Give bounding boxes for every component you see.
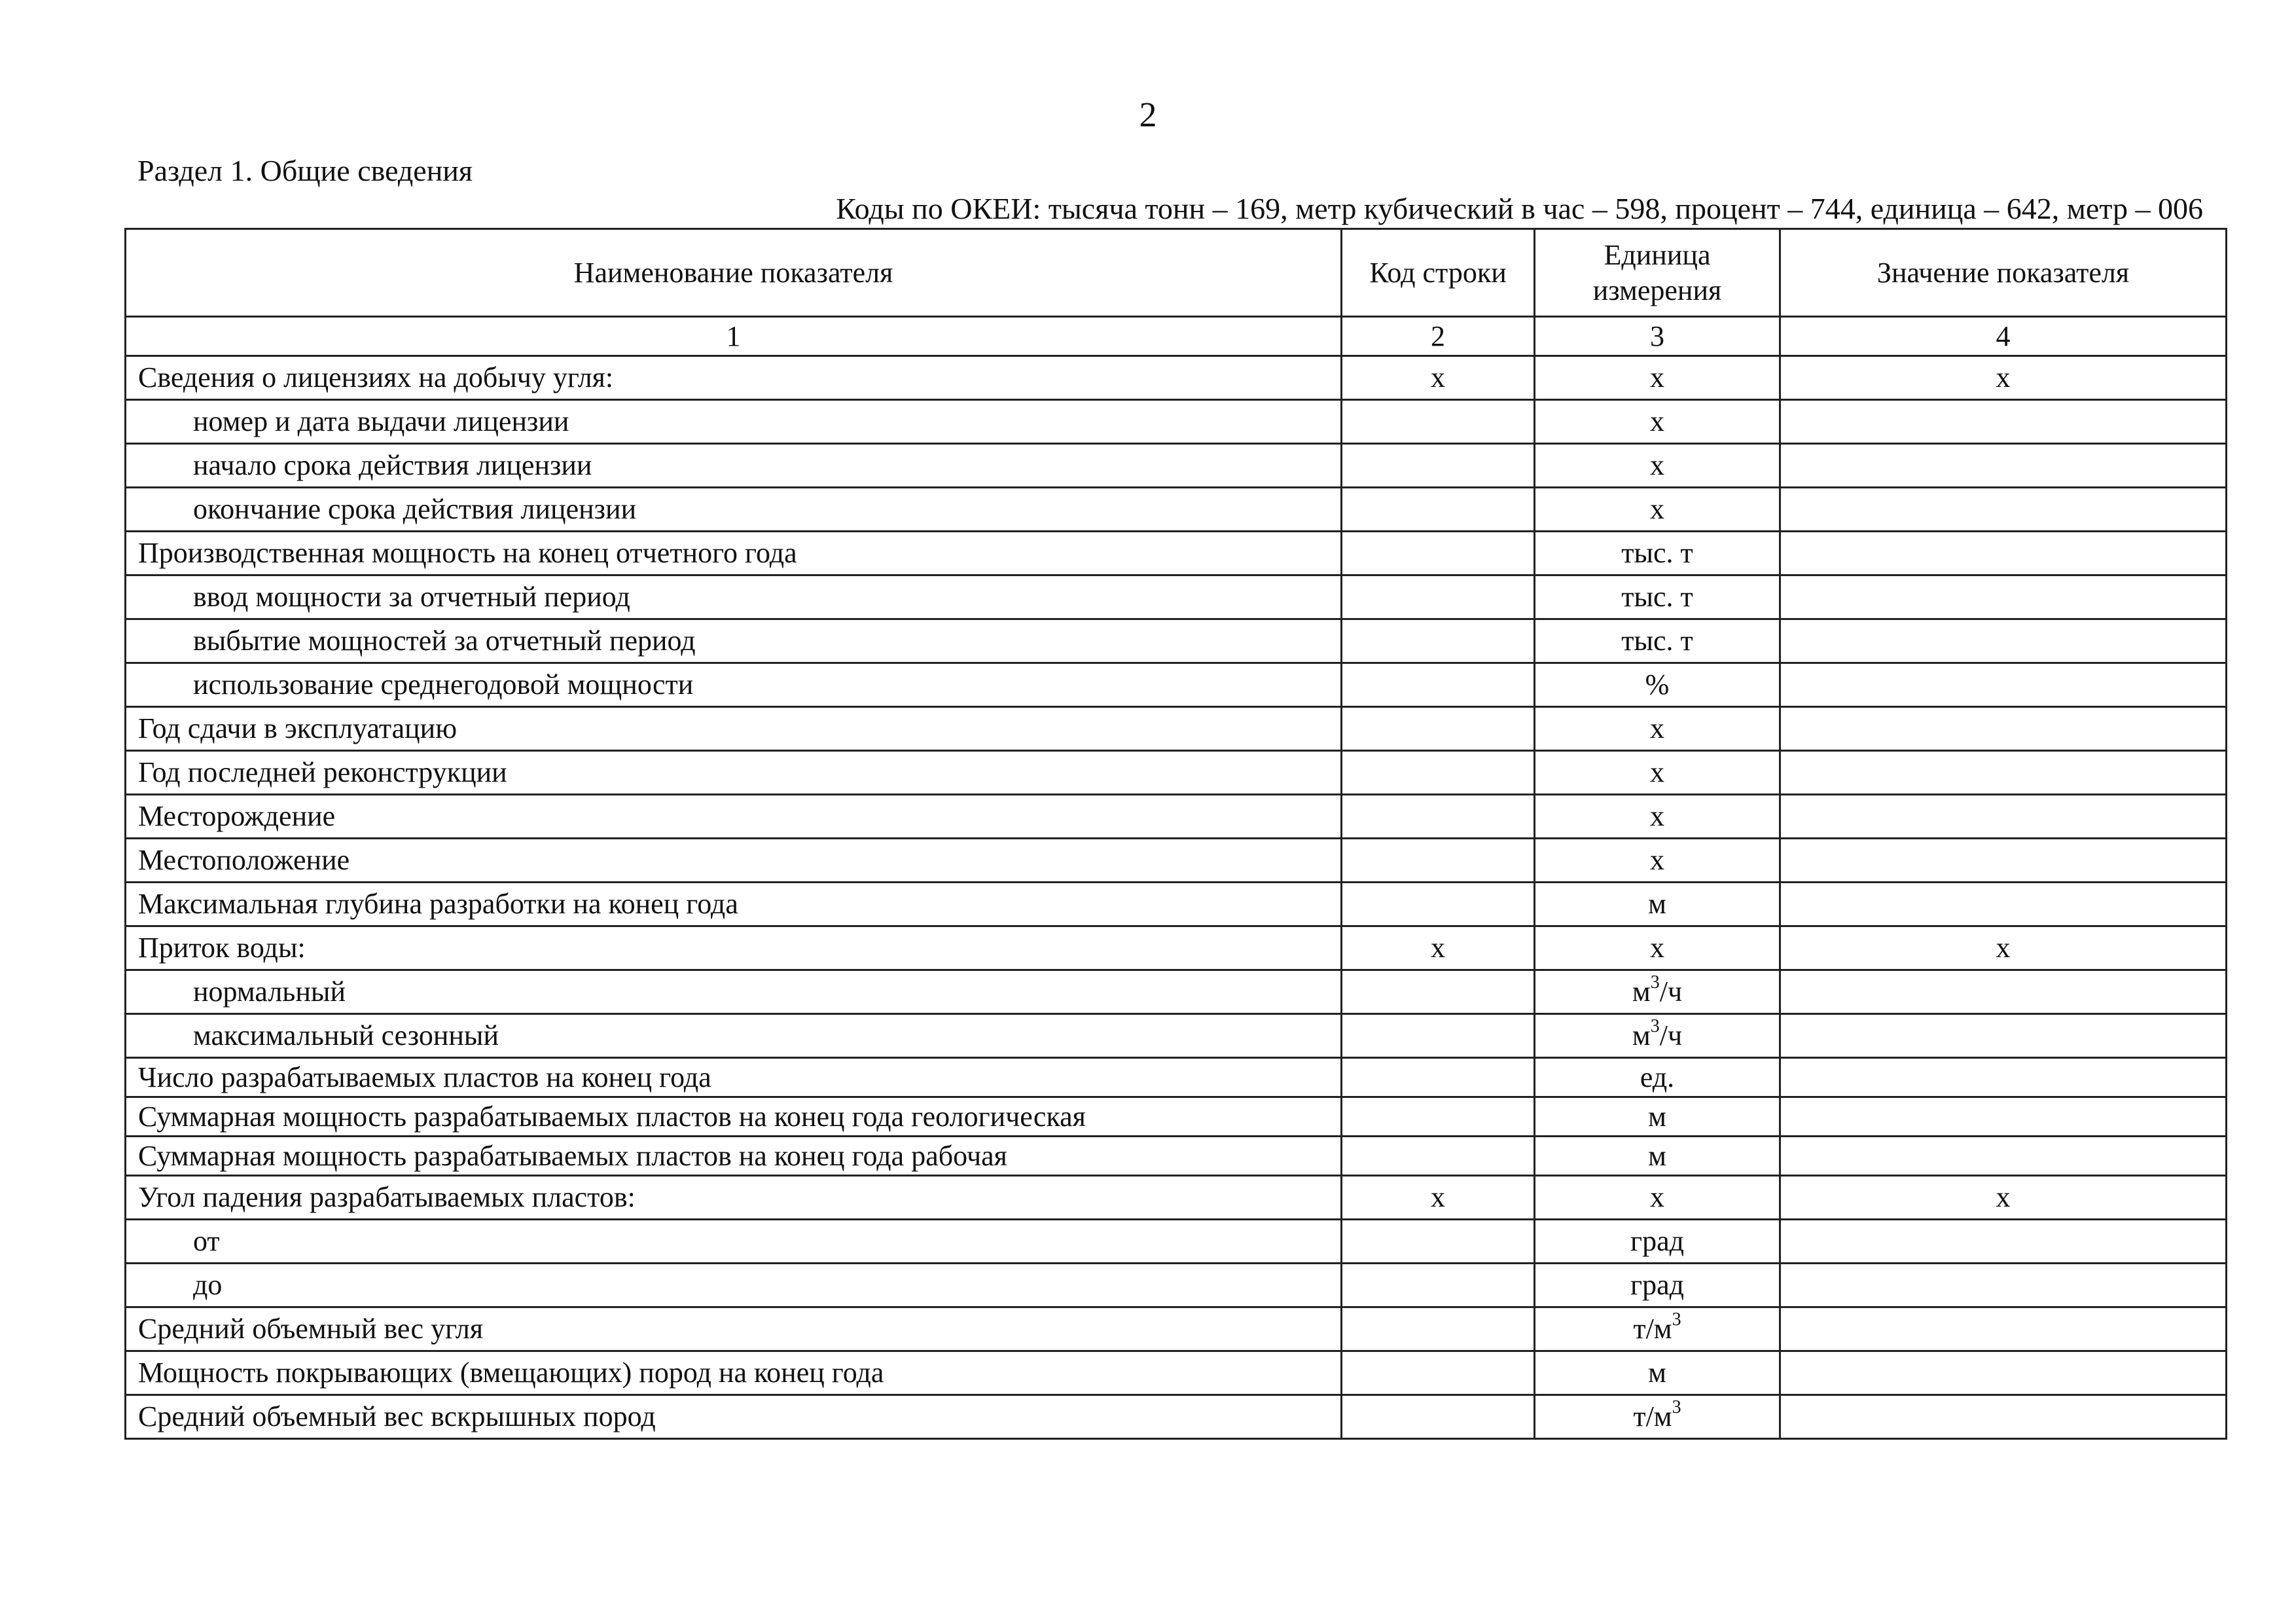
unit-text: х xyxy=(1650,712,1664,744)
okei-codes: Коды по ОКЕИ: тысяча тонн – 169, метр кубический в час – 598, процент – 744, единица – 642, метр – 006 xyxy=(836,192,2203,225)
unit-cell xyxy=(1535,356,1780,400)
unit-cell xyxy=(1535,1264,1780,1307)
value-cell[interactable] xyxy=(1780,444,2227,488)
unit-text: м xyxy=(1632,1019,1651,1051)
table-row xyxy=(126,1220,2227,1264)
unit-cell xyxy=(1535,1395,1780,1439)
indicator-name-cell: Сведения о лицензиях на добычу угля: xyxy=(126,356,1342,400)
row-code-cell xyxy=(1342,970,1535,1014)
table-row xyxy=(126,970,2227,1014)
column-numbers-row xyxy=(126,317,2227,356)
table-row xyxy=(126,751,2227,795)
unit-text: ед. xyxy=(1640,1061,1675,1093)
unit-cell xyxy=(1535,444,1780,488)
unit-text: м xyxy=(1648,888,1666,920)
row-code-cell xyxy=(1342,1307,1535,1351)
table-row xyxy=(126,663,2227,707)
unit-cell xyxy=(1535,1307,1780,1351)
unit-text: тыс. т xyxy=(1621,581,1693,613)
indicator-name-cell: выбытие мощностей за отчетный период xyxy=(126,619,1342,663)
value-cell[interactable] xyxy=(1780,1307,2227,1351)
column-number-1: 1 xyxy=(126,317,1342,356)
row-code-cell xyxy=(1342,444,1535,488)
unit-text: х xyxy=(1650,844,1664,876)
column-number-3: 3 xyxy=(1535,317,1780,356)
row-code-cell xyxy=(1342,1097,1535,1137)
column-number-2: 2 xyxy=(1342,317,1535,356)
table-row xyxy=(126,1351,2227,1395)
unit-superscript: 3 xyxy=(1650,1016,1660,1037)
table-row xyxy=(126,619,2227,663)
table-row xyxy=(126,707,2227,751)
header-unit: Единица измерения xyxy=(1535,229,1780,317)
indicator-name-cell: Средний объемный вес угля xyxy=(126,1307,1342,1351)
value-cell[interactable] xyxy=(1780,575,2227,619)
table-row xyxy=(126,488,2227,532)
unit-cell xyxy=(1535,1220,1780,1264)
unit-text: град xyxy=(1630,1225,1684,1257)
table-row xyxy=(126,926,2227,970)
header-indicator-name: Наименование показателя xyxy=(126,229,1342,317)
table-body xyxy=(126,317,2227,1439)
unit-cell xyxy=(1535,1176,1780,1220)
indicator-name-cell: Производственная мощность на конец отчетного года xyxy=(126,532,1342,575)
table-row xyxy=(126,883,2227,926)
row-code-cell xyxy=(1342,619,1535,663)
unit-text: х xyxy=(1650,1181,1664,1213)
row-code-cell xyxy=(1342,532,1535,575)
general-info-table xyxy=(124,228,2227,1440)
indicator-name-cell: Мощность покрывающих (вмещающих) пород на конец года xyxy=(126,1351,1342,1395)
row-code-cell: х xyxy=(1342,356,1535,400)
unit-text: х xyxy=(1650,493,1664,525)
indicator-name-cell: номер и дата выдачи лицензии xyxy=(126,400,1342,444)
unit-text: х xyxy=(1650,932,1664,964)
table-row xyxy=(126,795,2227,839)
table-row xyxy=(126,1264,2227,1307)
indicator-name-cell: использование среднегодовой мощности xyxy=(126,663,1342,707)
indicator-name-cell: Суммарная мощность разрабатываемых пластов на конец года рабочая xyxy=(126,1137,1342,1176)
table-row xyxy=(126,1137,2227,1176)
header-value: Значение показателя xyxy=(1780,229,2227,317)
unit-text: тыс. т xyxy=(1621,625,1693,657)
row-code-cell xyxy=(1342,751,1535,795)
table-row xyxy=(126,839,2227,883)
unit-text: х xyxy=(1650,756,1664,788)
value-cell[interactable] xyxy=(1780,663,2227,707)
unit-cell xyxy=(1535,663,1780,707)
value-cell[interactable]: х xyxy=(1780,356,2227,400)
unit-cell xyxy=(1535,1058,1780,1097)
indicator-name-cell: Максимальная глубина разработки на конец года xyxy=(126,883,1342,926)
unit-text: т/м xyxy=(1633,1313,1672,1345)
row-code-cell xyxy=(1342,663,1535,707)
table-row xyxy=(126,1058,2227,1097)
unit-suffix: /ч xyxy=(1659,1019,1683,1051)
unit-cell xyxy=(1535,1097,1780,1137)
unit-cell xyxy=(1535,575,1780,619)
unit-cell xyxy=(1535,619,1780,663)
value-cell[interactable] xyxy=(1780,707,2227,751)
value-cell[interactable] xyxy=(1780,1395,2227,1439)
row-code-cell xyxy=(1342,1264,1535,1307)
unit-cell xyxy=(1535,926,1780,970)
value-cell[interactable] xyxy=(1780,1097,2227,1137)
indicator-name-cell: Год последней реконструкции xyxy=(126,751,1342,795)
unit-cell xyxy=(1535,839,1780,883)
value-cell[interactable] xyxy=(1780,839,2227,883)
table-row xyxy=(126,575,2227,619)
table-row xyxy=(126,1176,2227,1220)
unit-cell xyxy=(1535,532,1780,575)
unit-text: х xyxy=(1650,800,1664,832)
indicator-name-cell: начало срока действия лицензии xyxy=(126,444,1342,488)
row-code-cell xyxy=(1342,1137,1535,1176)
indicator-name-cell: окончание срока действия лицензии xyxy=(126,488,1342,532)
value-cell[interactable] xyxy=(1780,619,2227,663)
indicator-name-cell: Средний объемный вес вскрышных пород xyxy=(126,1395,1342,1439)
value-cell[interactable] xyxy=(1780,970,2227,1014)
unit-suffix: /ч xyxy=(1659,976,1683,1008)
unit-cell xyxy=(1535,707,1780,751)
unit-text: х xyxy=(1650,361,1664,393)
value-cell[interactable] xyxy=(1780,1014,2227,1058)
value-cell[interactable] xyxy=(1780,1058,2227,1097)
header-row-code: Код строки xyxy=(1342,229,1535,317)
row-code-cell xyxy=(1342,1395,1535,1439)
unit-superscript: 3 xyxy=(1650,972,1660,993)
indicator-name-cell: Местоположение xyxy=(126,839,1342,883)
indicator-name-cell: Приток воды: xyxy=(126,926,1342,970)
unit-cell xyxy=(1535,795,1780,839)
row-code-cell xyxy=(1342,839,1535,883)
unit-text: х xyxy=(1650,449,1664,481)
row-code-cell xyxy=(1342,883,1535,926)
unit-superscript: 3 xyxy=(1672,1309,1681,1330)
row-code-cell xyxy=(1342,488,1535,532)
unit-text: м xyxy=(1648,1139,1666,1172)
indicator-name-cell: Месторождение xyxy=(126,795,1342,839)
value-cell[interactable] xyxy=(1780,795,2227,839)
row-code-cell xyxy=(1342,1351,1535,1395)
unit-text: м xyxy=(1648,1357,1666,1389)
row-code-cell xyxy=(1342,1220,1535,1264)
unit-cell xyxy=(1535,751,1780,795)
indicator-name-cell: максимальный сезонный xyxy=(126,1014,1342,1058)
unit-cell xyxy=(1535,488,1780,532)
value-cell[interactable] xyxy=(1780,1137,2227,1176)
table-row xyxy=(126,532,2227,575)
unit-text: град xyxy=(1630,1269,1684,1301)
row-code-cell: х xyxy=(1342,926,1535,970)
indicator-name-cell: нормальный xyxy=(126,970,1342,1014)
unit-text: х xyxy=(1650,405,1664,437)
page-number: 2 xyxy=(1139,95,1157,134)
row-code-cell xyxy=(1342,707,1535,751)
value-cell[interactable] xyxy=(1780,532,2227,575)
row-code-cell xyxy=(1342,795,1535,839)
indicator-name-cell: до xyxy=(126,1264,1342,1307)
value-cell[interactable] xyxy=(1780,751,2227,795)
unit-cell xyxy=(1535,970,1780,1014)
section-title: Раздел 1. Общие сведения xyxy=(137,154,473,187)
unit-cell xyxy=(1535,1014,1780,1058)
table-row xyxy=(126,400,2227,444)
table-row xyxy=(126,1014,2227,1058)
table-row xyxy=(126,1307,2227,1351)
unit-text: тыс. т xyxy=(1621,537,1693,569)
row-code-cell xyxy=(1342,575,1535,619)
value-cell[interactable] xyxy=(1780,400,2227,444)
indicator-name-cell: от xyxy=(126,1220,1342,1264)
unit-text: т/м xyxy=(1633,1400,1672,1432)
value-cell[interactable] xyxy=(1780,488,2227,532)
value-cell[interactable] xyxy=(1780,1264,2227,1307)
value-cell[interactable]: х xyxy=(1780,1176,2227,1220)
unit-text: м xyxy=(1648,1100,1666,1133)
row-code-cell xyxy=(1342,400,1535,444)
indicator-name-cell: Число разрабатываемых пластов на конец года xyxy=(126,1058,1342,1097)
unit-superscript: 3 xyxy=(1672,1397,1681,1418)
table-header-row xyxy=(126,229,2227,317)
value-cell[interactable] xyxy=(1780,1351,2227,1395)
column-number-4: 4 xyxy=(1780,317,2227,356)
unit-cell xyxy=(1535,1137,1780,1176)
row-code-cell xyxy=(1342,1014,1535,1058)
value-cell[interactable] xyxy=(1780,1220,2227,1264)
value-cell[interactable] xyxy=(1780,883,2227,926)
indicator-name-cell: ввод мощности за отчетный период xyxy=(126,575,1342,619)
row-code-cell: х xyxy=(1342,1176,1535,1220)
unit-cell xyxy=(1535,1351,1780,1395)
indicator-name-cell: Суммарная мощность разрабатываемых пластов на конец года геологическая xyxy=(126,1097,1342,1137)
unit-cell xyxy=(1535,883,1780,926)
row-code-cell xyxy=(1342,1058,1535,1097)
indicator-name-cell: Год сдачи в эксплуатацию xyxy=(126,707,1342,751)
table-row xyxy=(126,356,2227,400)
table-row xyxy=(126,1395,2227,1439)
table-row xyxy=(126,1097,2227,1137)
value-cell[interactable]: х xyxy=(1780,926,2227,970)
unit-cell xyxy=(1535,400,1780,444)
unit-text: м xyxy=(1632,976,1651,1008)
unit-text: % xyxy=(1645,668,1670,701)
indicator-name-cell: Угол падения разрабатываемых пластов: xyxy=(126,1176,1342,1220)
table-row xyxy=(126,444,2227,488)
